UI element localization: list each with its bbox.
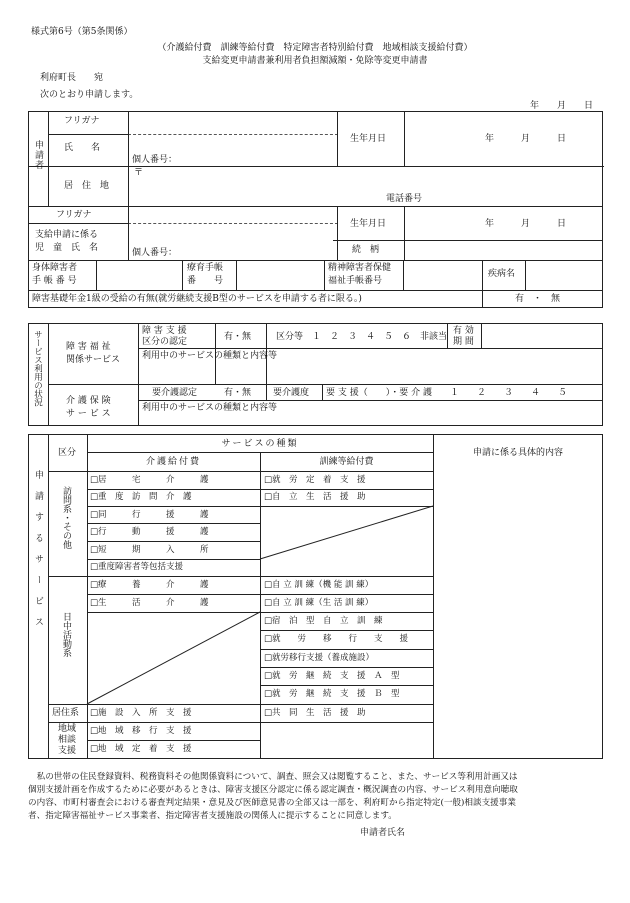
checkbox-comprehensive-support[interactable]: □重度障害者等包括支援 [90, 562, 184, 572]
consent-text-1: 私の世帯の住民登録資料、税務資料その他関係資料について、調査、照会又は閲覧すること、また、サービス等利用計画又は [28, 772, 518, 782]
applicant-phone-label: 電話番号 [386, 194, 423, 204]
welfare-detail-label: 利用中のサービスの種類と内容等 [142, 351, 278, 361]
signature-input[interactable] [415, 827, 595, 837]
checkbox-continuous-employment-b[interactable]: □就 労 継 続 支 援 Ｂ 型 [264, 689, 400, 699]
child-birth-fields[interactable]: 年 月 日 [485, 219, 567, 229]
category-community-2: 相談 [58, 735, 77, 745]
care-insurance-label-1: 介 護 保 険 [66, 396, 111, 406]
checkbox-employment-retention[interactable]: □就 労 定 着 支 援 [264, 475, 366, 485]
consent-text-3: の内容、市町村審査会における審査判定結果・意見及び医師意見書の全部又は一部を、利府町から指定特定(一般)相談支援事業 [28, 798, 516, 808]
support-class-yes-no[interactable]: 有・無 [224, 332, 252, 342]
valid-period-label-2: 期 間 [453, 337, 474, 347]
category-visit: 訪問系・その他 [61, 486, 71, 549]
checkbox-group-home[interactable]: □共 同 生 活 援 助 [264, 708, 366, 718]
checkbox-life-care[interactable]: □生 活 介 護 [90, 598, 209, 608]
child-furigana-label: フリガナ [56, 210, 92, 220]
pension-options[interactable]: 有 ・ 無 [515, 294, 561, 304]
welfare-label-1: 障 害 福 祉 [66, 342, 111, 352]
checkbox-community-settlement[interactable]: □地 域 定 着 支 援 [90, 744, 192, 754]
request-section-label: 申請するサービス [33, 470, 43, 638]
mental-handbook-label-2: 福祉手帳番号 [328, 276, 383, 286]
applicant-personal-no-label: 個人番号： [132, 155, 178, 165]
mental-handbook-label-1: 精神障害者保健 [328, 263, 392, 273]
form-number: 様式第6号（第5条関係） [31, 27, 133, 37]
category-community-3: 支援 [58, 746, 77, 756]
child-personal-no-label: 個人番号： [132, 248, 178, 258]
checkbox-behavior-support[interactable]: □行 動 援 護 [90, 527, 209, 537]
consent-text-4: 者、指定障害福祉サービス事業者、指定障害者支援施設の関係人に提示することに同意します。 [28, 811, 397, 821]
care-level-options[interactable]: 要 支 援（ ）・要 介 護 １ ２ ３ ４ ５ [326, 388, 567, 398]
category-header: 区分 [58, 448, 77, 458]
visit-training-empty-diagonal [260, 506, 433, 559]
child-name-label-1: 支給申請に係る [35, 230, 99, 240]
checkbox-functional-training[interactable]: □自 立 訓 練（機 能 訓 練） [264, 580, 374, 590]
rehab-handbook-label-1: 療育手帳 [187, 263, 224, 273]
physical-handbook-label-2: 手 帳 番 号 [32, 276, 77, 286]
checkbox-residential-training[interactable]: □宿 泊 型 自 立 訓 練 [264, 616, 383, 626]
applicant-section-label: 申請者 [33, 140, 43, 170]
checkbox-facility-admission[interactable]: □施 設 入 所 支 援 [90, 708, 192, 718]
child-birth-label: 生年月日 [350, 219, 387, 229]
signature-label: 申請者氏名 [360, 828, 406, 838]
applicant-furigana-label: フリガナ [64, 116, 100, 126]
applicant-birth-fields[interactable]: 年 月 日 [485, 134, 567, 144]
child-name-label-2: 児 童 氏 名 [35, 243, 99, 253]
checkbox-independent-living[interactable]: □自 立 生 活 援 助 [264, 492, 366, 502]
checkbox-home-care[interactable]: □居 宅 介 護 [90, 475, 209, 485]
addressee: 利府町長 宛 [40, 73, 104, 83]
postal-mark: 〒 [134, 168, 144, 178]
checkbox-continuous-employment-a[interactable]: □就 労 継 続 支 援 Ａ 型 [264, 671, 400, 681]
applicant-address-label: 居 住 地 [64, 181, 110, 191]
checkbox-accompany-support[interactable]: □同 行 援 護 [90, 510, 209, 520]
checkbox-employment-transition-training[interactable]: □就労移行支援（養成施設） [264, 653, 375, 663]
applicant-birth-label: 生年月日 [350, 134, 387, 144]
applicant-name-label: 氏 名 [64, 143, 101, 153]
day-care-empty-diagonal [87, 612, 260, 704]
category-community-1: 地域 [58, 724, 77, 734]
checkbox-short-stay[interactable]: □短 期 入 所 [90, 545, 209, 555]
form-subtitle: （介護給付費 訓練等給付費 特定障害者特別給付費 地域相談支援給付費） [157, 43, 473, 53]
checkbox-community-transition[interactable]: □地 域 移 行 支 援 [90, 726, 192, 736]
care-cert-yes-no[interactable]: 有・無 [224, 388, 252, 398]
category-day: 日中活動系 [61, 612, 71, 657]
checkbox-employment-transition[interactable]: □就 労 移 行 支 援 [264, 634, 409, 644]
checkbox-life-training[interactable]: □自 立 訓 練（生 活 訓 練） [264, 598, 374, 608]
pension-question: 障害基礎年金1級の受給の有無(就労継続支援B型のサービスを申請する者に限る。) [32, 294, 362, 304]
care-cert-label: 要介護認定 [152, 388, 198, 398]
care-level-label: 要介護度 [273, 388, 310, 398]
usage-section-label: サービス利用の状況 [32, 330, 43, 407]
checkbox-medical-care[interactable]: □療 養 介 護 [90, 580, 209, 590]
submission-date: 年 月 日 [530, 101, 594, 111]
welfare-label-2: 関係サービス [66, 355, 121, 365]
checkbox-severe-visit-care[interactable]: □重 度 訪 問 介 護 [90, 492, 192, 502]
physical-handbook-label-1: 身体障害者 [32, 263, 78, 273]
training-benefit-header: 訓練等給付費 [319, 457, 374, 467]
care-detail-label: 利用中のサービスの種類と内容等 [142, 403, 278, 413]
care-benefit-header: 介護給付費 [145, 457, 201, 467]
request-detail-header: 申請に係る具体的内容 [472, 448, 563, 458]
service-types-header: サービスの種類 [221, 439, 299, 449]
form-title: 支給変更申請書兼利用者負担額減額・免除等変更申請書 [202, 56, 428, 66]
consent-text-2: 個別支援計画を作成するために必要があるときは、障害支援区分認定に係る認定調査・概況調査の内容、サービス利用意向聴取 [28, 785, 518, 795]
disease-label: 疾病名 [488, 269, 516, 279]
child-relation-label: 続 柄 [352, 245, 380, 255]
support-class-options[interactable]: 区分等 １ ２ ３ ４ ５ ６ 非該当 [276, 332, 448, 342]
category-residence: 居住系 [52, 708, 80, 718]
care-insurance-label-2: サ ー ビ ス [66, 409, 111, 419]
support-class-label-2: 区分の認定 [142, 337, 188, 347]
rehab-handbook-label-2: 番 号 [187, 276, 224, 286]
intro-text: 次のとおり申請します。 [40, 90, 139, 100]
support-class-label-1: 障 害 支 援 [142, 326, 187, 336]
valid-period-label-1: 有 効 [453, 326, 474, 336]
